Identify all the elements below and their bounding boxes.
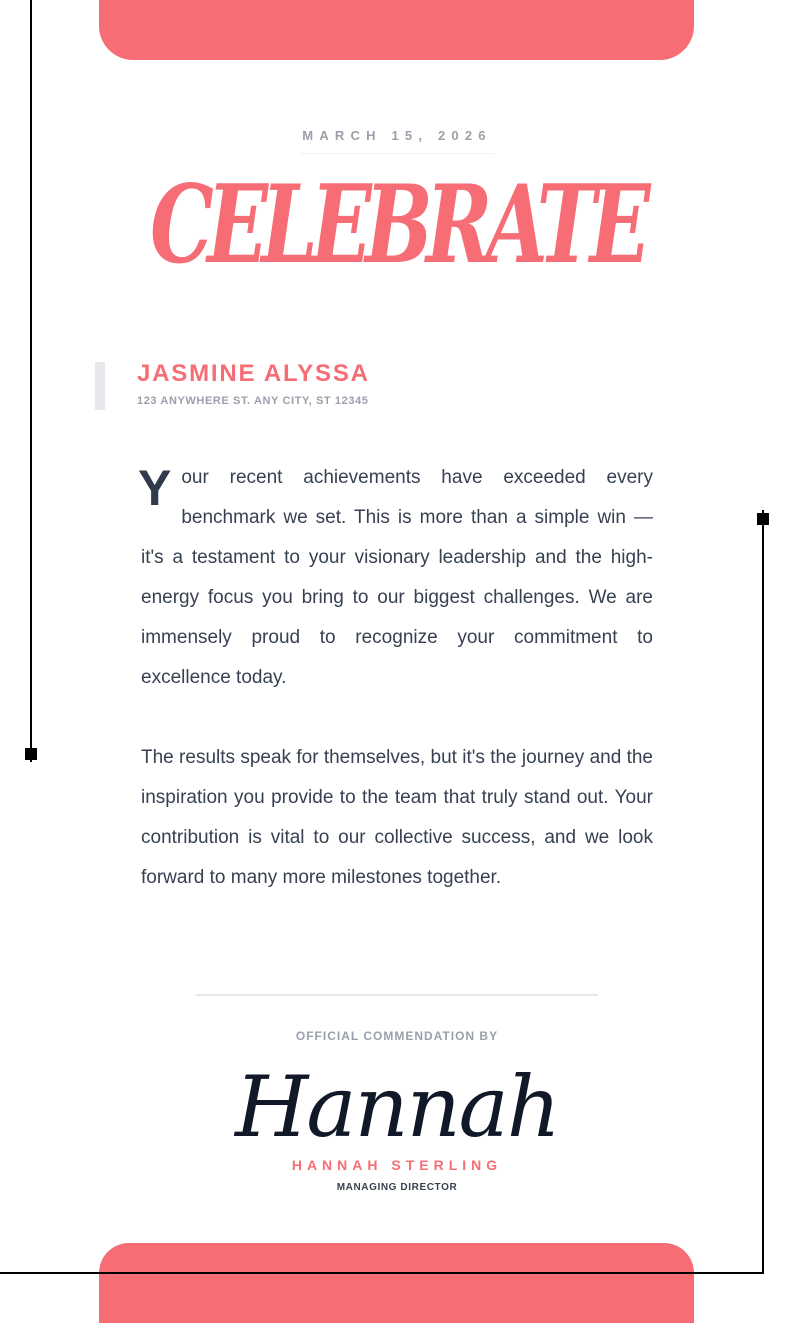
drop-cap: Y bbox=[138, 460, 172, 516]
body-paragraph-2: The results speak for themselves, but it's the journey and the inspiration you provide to the team that truly stand out. Your contribution is vital to our collective success, and we look forward to many more milestones together. bbox=[141, 747, 653, 888]
signer-name: HANNAH STERLING bbox=[291, 1157, 503, 1173]
signature-script: Hannah bbox=[235, 1058, 559, 1156]
commendation-label: OFFICIAL COMMENDATION BY bbox=[295, 1029, 499, 1043]
top-accent-band bbox=[99, 0, 694, 60]
resize-handle-right[interactable] bbox=[757, 513, 769, 525]
signer-title: MANAGING DIRECTOR bbox=[336, 1182, 458, 1193]
date-label: MARCH 15, 2026 bbox=[302, 128, 492, 143]
recipient-name: JASMINE ALYSSA bbox=[137, 360, 370, 387]
signature-divider bbox=[196, 994, 598, 996]
paragraph-1-text: our recent achievements have exceeded every benchmark we set. This is more than a simple win — it's a testament to your visionary leadership and the high-energy focus you bring to our biggest challenges. We are immensely proud to recognize your commitment to excellence today. bbox=[141, 467, 653, 688]
connector-line-left bbox=[30, 0, 32, 762]
recipient-address: 123 ANYWHERE ST. ANY CITY, ST 12345 bbox=[137, 395, 369, 407]
date-divider bbox=[300, 153, 494, 154]
body-paragraph-1 bbox=[138, 458, 653, 698]
recipient-accent-bar bbox=[95, 362, 105, 410]
resize-handle-left[interactable] bbox=[25, 748, 37, 760]
bottom-accent-band bbox=[99, 1243, 694, 1323]
headline-title: CELEBRATE bbox=[150, 162, 644, 288]
